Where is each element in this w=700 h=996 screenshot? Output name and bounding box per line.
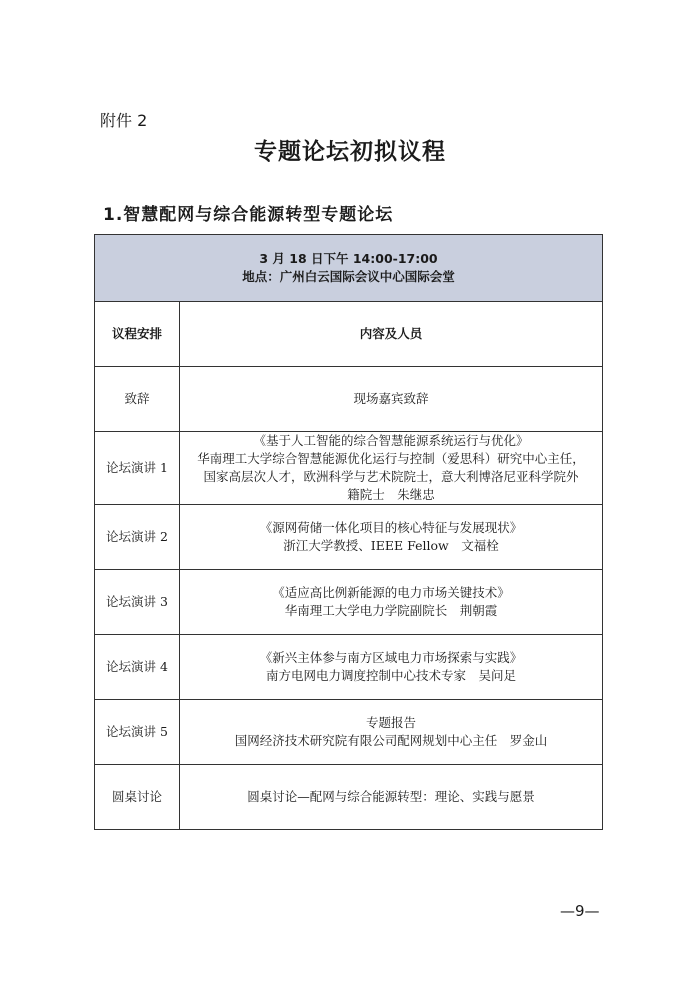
row-content [180,700,603,765]
row-label: 致辞 [95,367,180,432]
table-header-row [95,235,603,302]
row-label: 圆桌讨论 [95,765,180,830]
content-line: 专题报告 [365,715,416,730]
table-row [95,570,603,635]
content-line: 《源网荷储一体化项目的核心特征与发展现状》 [259,520,523,535]
row-content [180,505,603,570]
time-location-cell [95,235,603,302]
row-label: 论坛演讲 3 [95,570,180,635]
row-label: 论坛演讲 4 [95,635,180,700]
table-row [95,765,603,830]
content-line: 圆桌讨论—配网与综合能源转型：理论、实践与愿景 [247,789,535,804]
row-label: 论坛演讲 5 [95,700,180,765]
row-content [180,765,603,830]
table-row [95,432,603,505]
content-line: 南方电网电力调度控制中心技术专家 吴问足 [265,668,516,683]
row-content [180,635,603,700]
row-content [180,367,603,432]
content-line: 《基于人工智能的综合智慧能源系统运行与优化》 [253,433,529,448]
attachment-label: 附件 2 [100,111,148,130]
content-line: 籍院士 朱继忠 [347,487,435,502]
row-label: 论坛演讲 1 [95,432,180,505]
content-line: 《新兴主体参与南方区域电力市场探索与实践》 [259,650,523,665]
column-header-agenda: 议程安排 [95,302,180,367]
session-time: 3 月 18 日下午 14:00-17:00 [259,251,438,266]
row-label: 论坛演讲 2 [95,505,180,570]
content-line: 现场嘉宾致辞 [353,391,429,406]
agenda-table [94,234,603,830]
table-row [95,700,603,765]
table-row [95,367,603,432]
content-line: 华南理工大学电力学院副院长 荆朝霞 [284,603,498,618]
page-number: —9— [560,902,600,920]
row-content [180,570,603,635]
content-line: 浙江大学教授、IEEE Fellow 文福栓 [283,538,499,553]
table-row [95,505,603,570]
column-header-content: 内容及人员 [180,302,603,367]
section-title: 1.智慧配网与综合能源转型专题论坛 [103,205,394,225]
content-line: 国家高层次人才，欧洲科学与艺术院院士，意大利博洛尼亚科学院外 [203,469,579,484]
page-title: 专题论坛初拟议程 [254,139,446,165]
session-location: 地点：广州白云国际会议中心国际会堂 [242,269,455,284]
column-header-row [95,302,603,367]
row-content [180,432,603,505]
table-row [95,635,603,700]
content-line: 《适应高比例新能源的电力市场关键技术》 [272,585,510,600]
content-line: 国网经济技术研究院有限公司配网规划中心主任 罗金山 [234,733,548,748]
content-line: 华南理工大学综合智慧能源优化运行与控制（爱思科）研究中心主任， [197,451,585,466]
